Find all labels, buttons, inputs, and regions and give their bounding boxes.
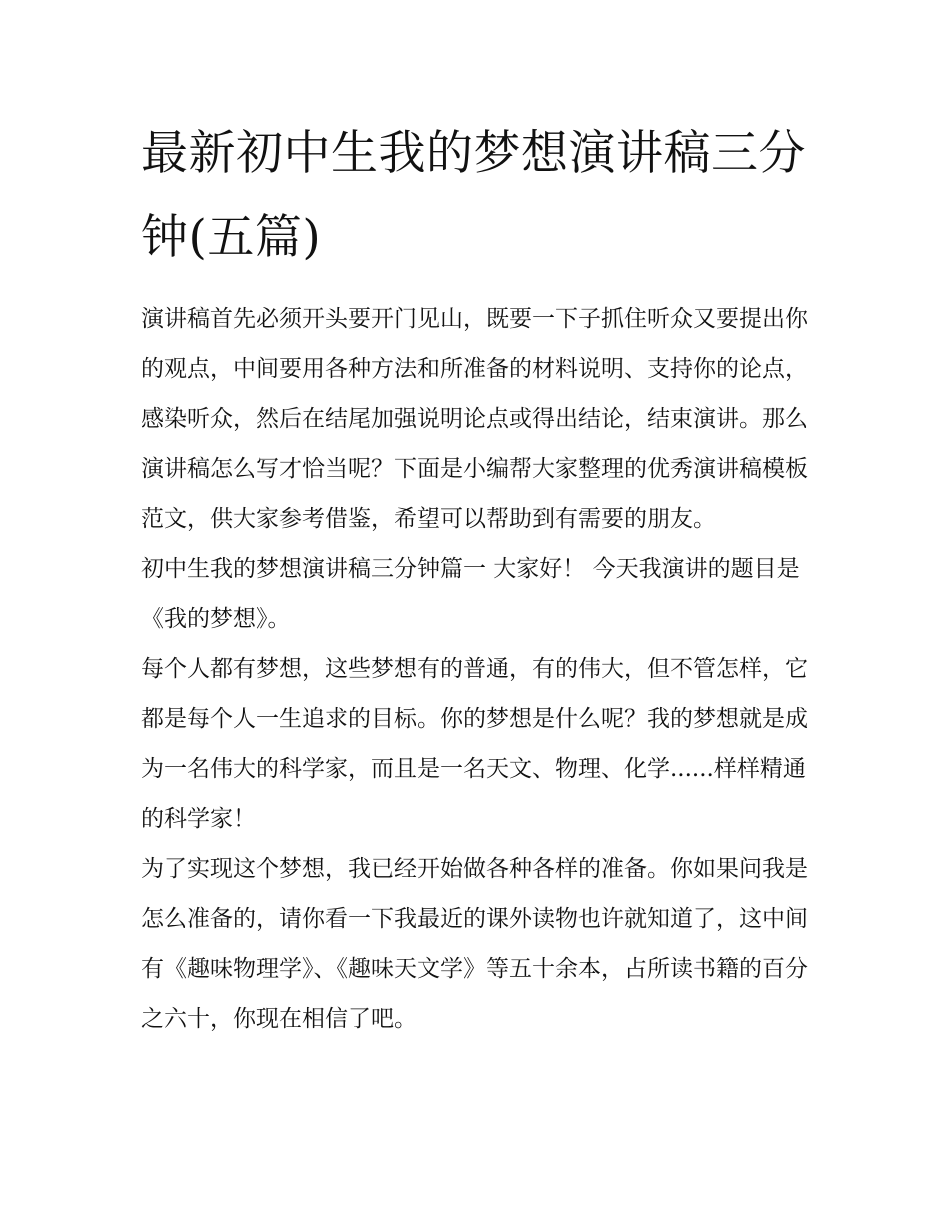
document-title: 最新初中生我的梦想演讲稿三分钟(五篇) [141,126,806,265]
paragraph-preparation: 为了实现这个梦想，我已经开始做各种各样的准备。你如果问我是怎么准备的，请你看一下我最近的课外读物也许就知道了，这中间有《趣味物理学》、《趣味天文学》等五十余本，占所读书籍的百分之六十，你现在相信了吧。 [141,856,808,1032]
paragraph-intro: 演讲稿首先必须开头要开门见山，既要一下子抓住听众又要提出你的观点，中间要用各种方法和所准备的材料说明、支持你的论点，感染听众，然后在结尾加强说明论点或得出结论，结束演讲。那么演讲稿怎么写才恰当呢？下面是小编帮大家整理的优秀演讲稿模板范文，供大家参考借鉴，希望可以帮助到有需要的朋友。 [141,306,808,532]
paragraph-greeting: 初中生我的梦想演讲稿三分钟篇一 大家好！ 今天我演讲的题目是《我的梦想》。 [141,556,800,632]
paragraph-dream: 每个人都有梦想，这些梦想有的普通，有的伟大，但不管怎样，它都是每个人一生追求的目标。你的梦想是什么呢？我的梦想就是成为一名伟大的科学家，而且是一名天文、物理、化学......样样精通的科学家！ [141,656,808,832]
document-body [141,112,813,1044]
